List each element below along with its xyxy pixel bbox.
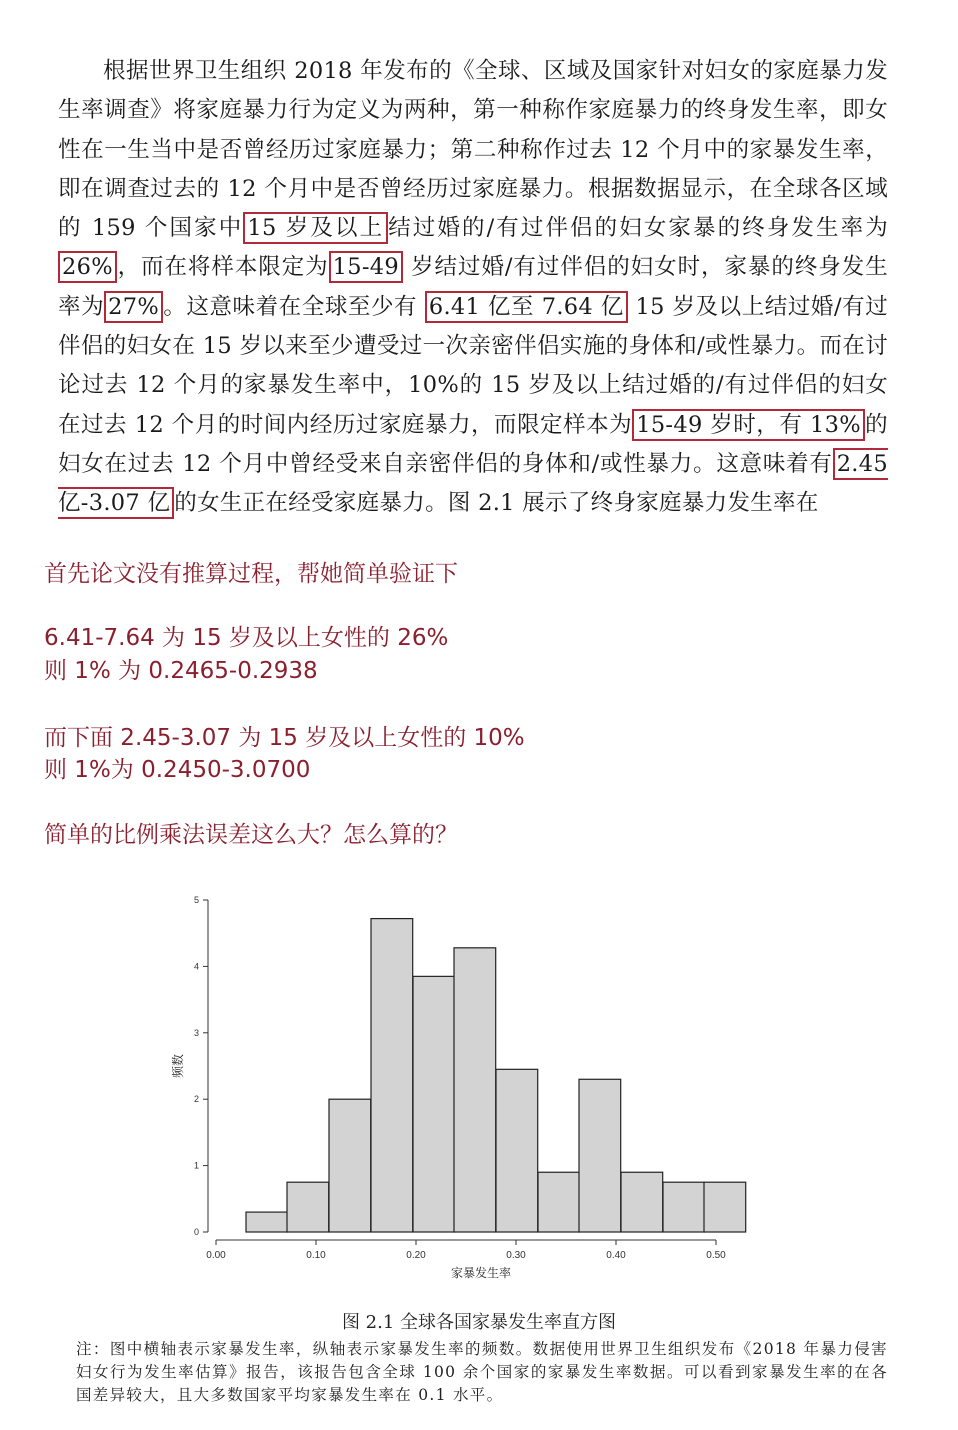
histogram-bar	[287, 1182, 329, 1232]
x-axis-label: 家暴发生率	[450, 1266, 512, 1280]
histogram-bar	[704, 1182, 746, 1232]
highlight-box: 6.41 亿至 7.64 亿	[425, 291, 628, 323]
cutoff-fade	[40, 520, 920, 550]
paragraph-text: 岁结过婚/有过伴侣的妇女时，家暴的终身发生率为	[58, 254, 888, 320]
histogram-chart	[160, 885, 800, 1285]
y-tick-label: 0	[193, 1227, 199, 1237]
paragraph-text: 结过婚的/有过伴侣的妇女家暴的终身发生率为	[388, 215, 889, 242]
highlight-box: 26%	[58, 251, 117, 283]
histogram-svg	[160, 885, 800, 1285]
figure-caption: 图 2.1 全球各国家暴发生率直方图	[341, 1312, 617, 1333]
highlight-box: 15-49	[329, 251, 403, 283]
x-tick-label: 0.30	[506, 1250, 526, 1261]
note-line: 则 1%为 0.2450-3.0700	[44, 757, 311, 783]
x-tick-label: 0.50	[706, 1250, 726, 1261]
histogram-bar	[246, 1212, 288, 1232]
figure-note: 注：图中横轴表示家暴发生率，纵轴表示家暴发生率的频数。数据使用世界卫生组织发布《2018 年暴力侵害妇女行为发生率估算》报告，该报告包含全球 100 余个国家的家暴发生率数据。可以看到家暴发生率的在各国差异较大，且大多数国家平均家暴发生率在 0.1 水平。	[76, 1340, 888, 1404]
highlight-box: 15 岁及以上	[243, 212, 388, 244]
paragraph-text: 15 岁及以上结过婚/有过伴侣的妇女在 15 岁以来至少遭受过一次亲密伴侣实施的身体和/或性暴力。而在讨论过去 12 个月的家暴发生率中，10%的 15 岁及以上结过婚的/有过伴侣的妇女在过去 12 个月的时间内经历过家庭暴力，而限定样本为	[58, 293, 888, 438]
x-tick-label: 0.20	[406, 1250, 426, 1261]
x-tick-label: 0.00	[206, 1250, 226, 1261]
histogram-bar	[621, 1172, 663, 1232]
histogram-bar	[496, 1069, 538, 1232]
histogram-bar	[454, 948, 496, 1232]
histogram-bar	[579, 1079, 621, 1232]
y-tick-label: 3	[193, 1027, 199, 1038]
histogram-bar	[538, 1172, 580, 1232]
y-tick-label: 4	[193, 961, 199, 972]
document-paragraph	[58, 52, 888, 524]
paragraph-text: ，而在将样本限定为	[116, 254, 329, 281]
histogram-bar	[413, 976, 455, 1232]
paragraph-text: 。这意味着在全球至少有	[163, 293, 425, 320]
y-axis-label: 频数	[171, 1053, 185, 1079]
histogram-bar	[371, 919, 413, 1232]
x-tick-label: 0.40	[606, 1250, 626, 1261]
paragraph-text: 的女生正在经受家庭暴力。图 2.1 展示了终身家庭暴力发生率在	[174, 490, 819, 517]
note-question: 简单的比例乘法误差这么大？怎么算的？	[44, 822, 458, 848]
highlight-box: 2.45 亿-3.07 亿	[58, 448, 888, 519]
note-line: 而下面 2.45-3.07 为 15 岁及以上女性的 10%	[44, 725, 525, 751]
note-heading: 首先论文没有推算过程，帮她简单验证下	[44, 561, 458, 587]
x-tick-label: 0.10	[306, 1250, 326, 1261]
paragraph-text: 根据世界卫生组织 2018 年发布的《全球、区域及国家针对妇女的家庭暴力发生率调查》将家庭暴力行为定义为两种，第一种称作家庭暴力的终身发生率，即女性在一生当中是否曾经历过家庭暴力；第二种称作过去 12 个月中的家暴发生率，即在调查过去的 12 个月中是否曾经历过家庭暴力。根据数据显示，在全球各区域的 159 个国家中	[58, 58, 888, 242]
highlight-box: 15-49 岁时，有 13%	[632, 409, 865, 441]
y-tick-label: 2	[193, 1094, 199, 1105]
y-tick-label: 1	[193, 1160, 199, 1171]
note-line: 6.41-7.64 为 15 岁及以上女性的 26%	[44, 625, 449, 651]
paragraph-text: 的妇女在过去 12 个月中曾经受来自亲密伴侣的身体和/或性暴力。这意味着有	[58, 411, 888, 477]
histogram-bar	[329, 1099, 371, 1232]
y-tick-label: 5	[193, 895, 199, 905]
note-line: 则 1% 为 0.2465-0.2938	[44, 658, 318, 684]
highlight-box: 27%	[104, 291, 163, 323]
histogram-bar	[663, 1182, 705, 1232]
